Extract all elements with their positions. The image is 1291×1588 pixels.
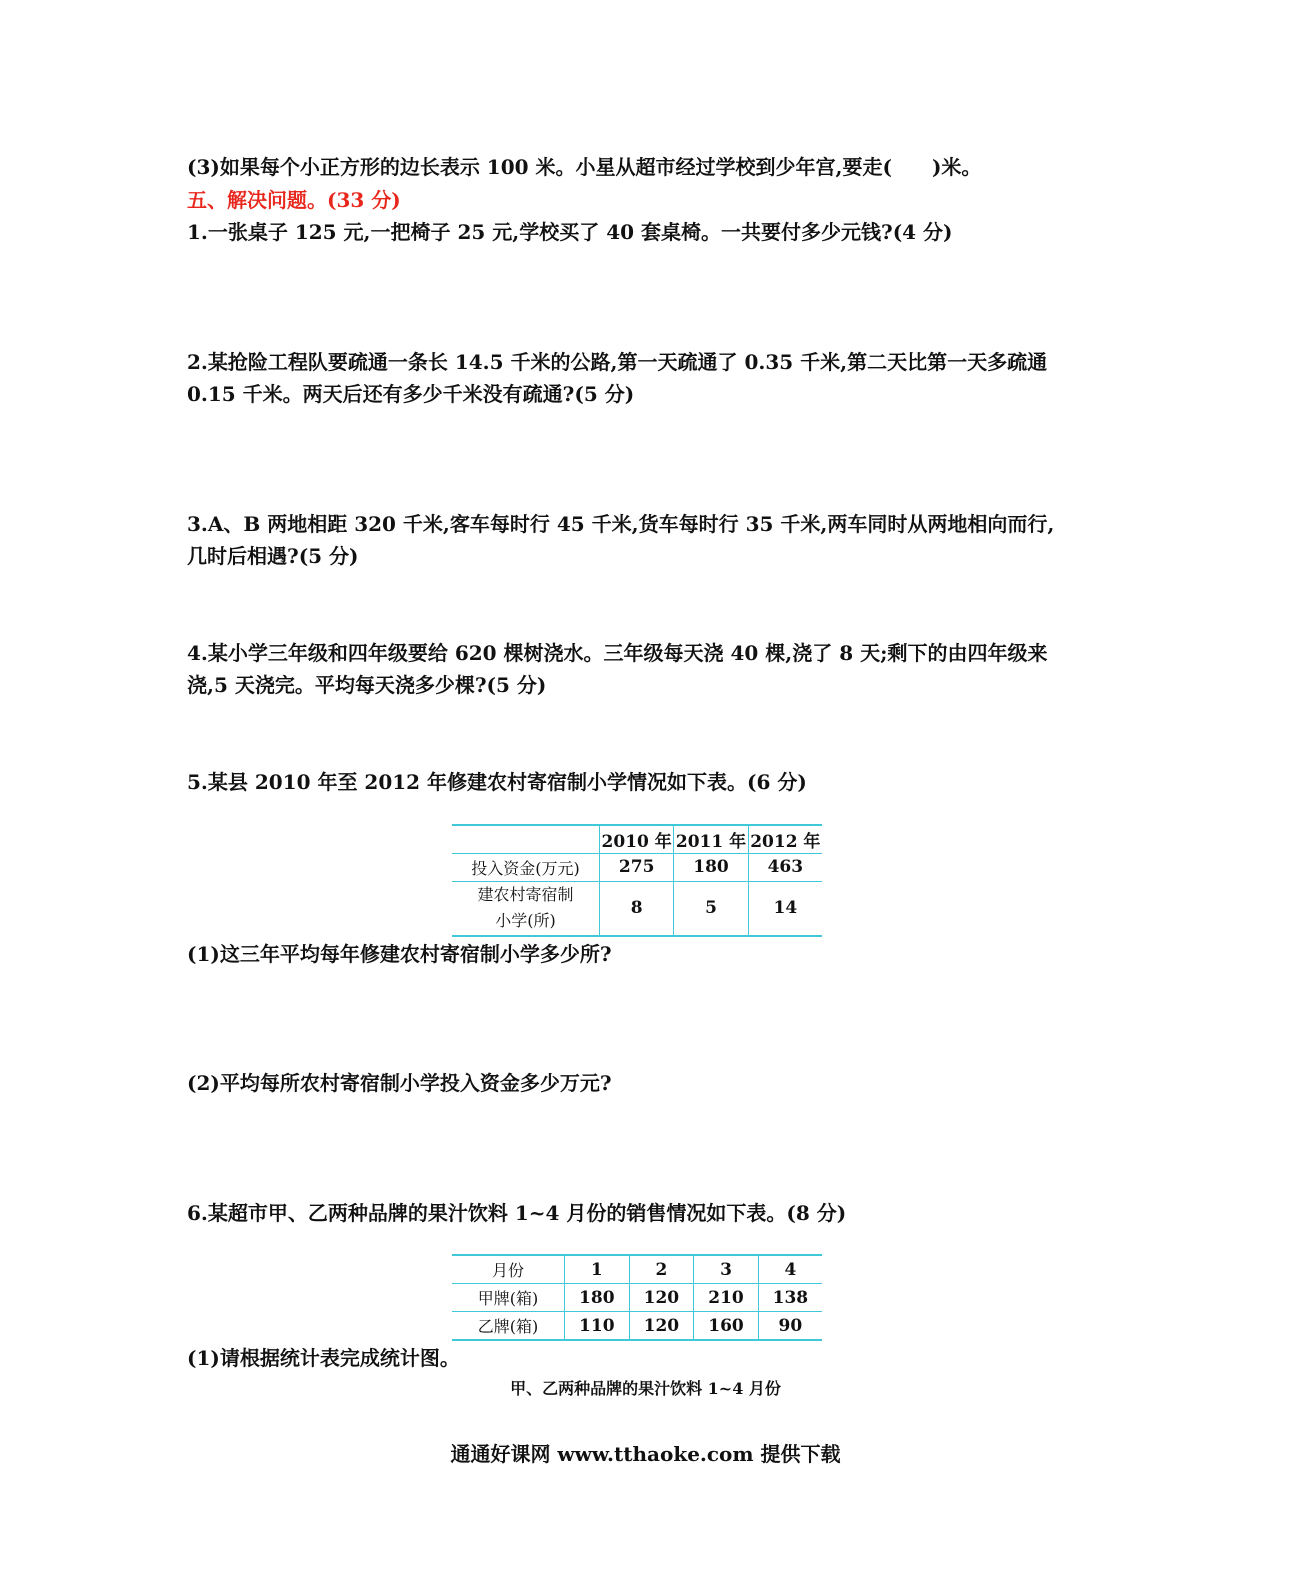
table2-cell: 120 bbox=[629, 1284, 694, 1312]
problem-5: 5.某县 2010 年至 2012 年修建农村寄宿制小学情况如下表。(6 分) bbox=[187, 770, 807, 794]
table1-cell: 180 bbox=[674, 853, 748, 881]
problem-4-line-2: 浇,5 天浇完。平均每天浇多少棵?(5 分) bbox=[187, 673, 547, 697]
problem-1: 1.一张桌子 125 元,一把椅子 25 元,学校买了 40 套桌椅。一共要付多少元钱?(4 分) bbox=[187, 220, 953, 244]
table2-row-brand-a-label: 甲牌(箱) bbox=[452, 1284, 565, 1312]
table2-cell: 210 bbox=[694, 1284, 759, 1312]
table1-header-2012: 2012 年 bbox=[748, 825, 822, 853]
table1-row-schools-label bbox=[452, 881, 600, 936]
school-construction-table bbox=[452, 824, 822, 937]
problem-2-line-2: 0.15 千米。两天后还有多少千米没有疏通?(5 分) bbox=[187, 382, 635, 406]
table1-header-2011: 2011 年 bbox=[674, 825, 748, 853]
question-4-part-3: (3)如果每个小正方形的边长表示 100 米。小星从超市经过学校到少年宫,要走( )米。 bbox=[187, 155, 982, 179]
problem-3-line-2: 几时后相遇?(5 分) bbox=[187, 544, 359, 568]
table1-cell: 8 bbox=[600, 881, 674, 936]
problem-5-question-2: (2)平均每所农村寄宿制小学投入资金多少万元? bbox=[187, 1071, 612, 1095]
problem-5-question-1: (1)这三年平均每年修建农村寄宿制小学多少所? bbox=[187, 942, 612, 966]
table2-header-4: 4 bbox=[758, 1255, 822, 1284]
problem-3-line-1: 3.A、B 两地相距 320 千米,客车每时行 45 千米,货车每时行 35 千米,两车同时从两地相向而行, bbox=[187, 512, 1055, 536]
problem-4-line-1: 4.某小学三年级和四年级要给 620 棵树浇水。三年级每天浇 40 棵,浇了 8 天;剩下的由四年级来 bbox=[187, 641, 1048, 665]
table2-cell: 110 bbox=[565, 1312, 630, 1341]
table2-header-3: 3 bbox=[694, 1255, 759, 1284]
section-5-title: 五、解决问题。(33 分) bbox=[187, 188, 401, 212]
table2-header-month: 月份 bbox=[452, 1255, 565, 1284]
table2-row-brand-b-label: 乙牌(箱) bbox=[452, 1312, 565, 1341]
table1-row-investment-label: 投入资金(万元) bbox=[452, 853, 600, 881]
table1-cell: 14 bbox=[748, 881, 822, 936]
problem-6-question-1: (1)请根据统计表完成统计图。 bbox=[187, 1346, 460, 1370]
table1-cell: 5 bbox=[674, 881, 748, 936]
table1-row-schools-label-a: 建农村寄宿制 bbox=[477, 885, 574, 905]
table1-cell: 463 bbox=[748, 853, 822, 881]
footer-download-note: 通通好课网 www.tthaoke.com 提供下载 bbox=[450, 1442, 841, 1466]
table2-cell: 160 bbox=[694, 1312, 759, 1341]
juice-sales-table bbox=[452, 1254, 822, 1341]
problem-6: 6.某超市甲、乙两种品牌的果汁饮料 1~4 月份的销售情况如下表。(8 分) bbox=[187, 1201, 847, 1225]
table1-header-empty bbox=[452, 825, 600, 853]
table1-cell: 275 bbox=[600, 853, 674, 881]
table2-cell: 90 bbox=[758, 1312, 822, 1341]
table2-cell: 120 bbox=[629, 1312, 694, 1341]
table1-row-schools-label-b: 小学(所) bbox=[495, 911, 556, 931]
table2-header-1: 1 bbox=[565, 1255, 630, 1284]
table2-cell: 180 bbox=[565, 1284, 630, 1312]
chart-title: 甲、乙两种品牌的果汁饮料 1~4 月份 bbox=[510, 1379, 781, 1398]
table1-header-2010: 2010 年 bbox=[600, 825, 674, 853]
problem-2-line-1: 2.某抢险工程队要疏通一条长 14.5 千米的公路,第一天疏通了 0.35 千米,第二天比第一天多疏通 bbox=[187, 350, 1048, 374]
table2-header-2: 2 bbox=[629, 1255, 694, 1284]
table2-cell: 138 bbox=[758, 1284, 822, 1312]
